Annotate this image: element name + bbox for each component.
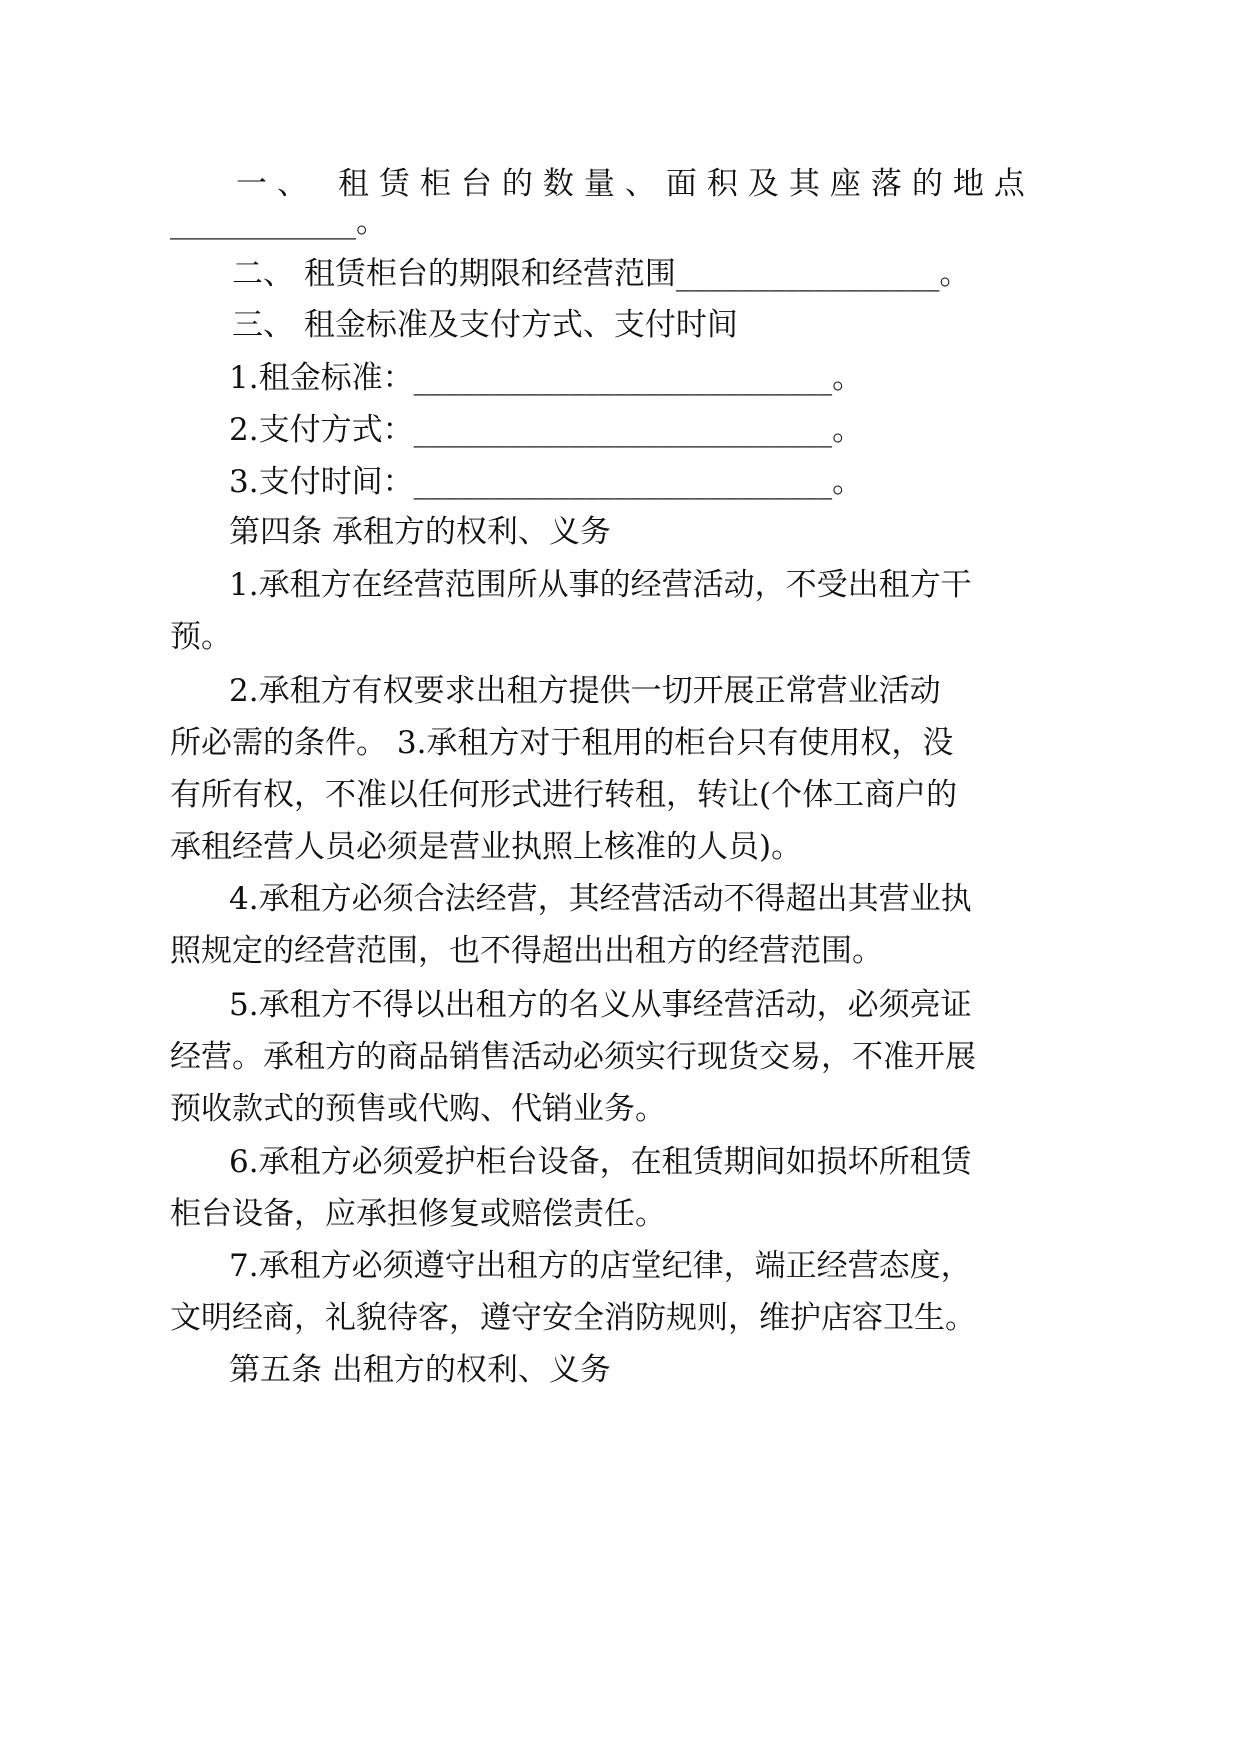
article4-heading: 第四条 承租方的权利、义务	[229, 514, 611, 550]
article4-line: 7.承租方必须遵守出租方的店堂纪律，端正经营态度，	[229, 1248, 972, 1284]
article4-line: 照规定的经营范围，也不得超出出租方的经营范围。	[170, 933, 883, 969]
article4-line: 预收款式的预售或代购、代销业务。	[170, 1091, 666, 1127]
section3-item: 3.支付时间：___________________________。	[229, 464, 864, 500]
article4-line: 承租经营人员必须是营业执照上核准的人员)。	[170, 829, 803, 865]
article4-line: 5.承租方不得以出租方的名义从事经营活动，必须亮证	[229, 987, 972, 1023]
article4-line: 2.承租方有权要求出租方提供一切开展正常营业活动	[229, 673, 941, 709]
article4-line: 预。	[170, 619, 232, 655]
section1-blank-line: ____________。	[170, 204, 387, 240]
article4-line: 文明经商，礼貌待客，遵守安全消防规则，维护店容卫生。	[170, 1300, 976, 1336]
section2-text: 二、 租赁柜台的期限和经营范围_________________。	[232, 256, 971, 292]
article5-heading: 第五条 出租方的权利、义务	[229, 1352, 611, 1388]
article4-line: 经营。承租方的商品销售活动必须实行现货交易，不准开展	[170, 1039, 976, 1075]
section3-item: 2.支付方式：___________________________。	[229, 412, 864, 448]
section1-heading	[236, 164, 1035, 204]
article4-line: 柜台设备，应承担修复或赔偿责任。	[170, 1196, 666, 1232]
section3-item: 1.租金标准：___________________________。	[229, 360, 864, 396]
section1-heading-text: 一、 租赁柜台的数量、面积及其座落的地点	[236, 166, 1035, 202]
article4-line: 有所有权，不准以任何形式进行转租，转让(个体工商户的	[170, 777, 958, 813]
article4-line: 1.承租方在经营范围所从事的经营活动，不受出租方干	[229, 567, 972, 603]
section3-heading: 三、 租金标准及支付方式、支付时间	[232, 307, 738, 343]
article4-line: 所必需的条件。 3.承租方对于租用的柜台只有使用权，没	[170, 725, 954, 761]
article4-line: 6.承租方必须爱护柜台设备，在租赁期间如损坏所租赁	[229, 1144, 972, 1180]
article4-line: 4.承租方必须合法经营，其经营活动不得超出其营业执	[229, 881, 972, 917]
